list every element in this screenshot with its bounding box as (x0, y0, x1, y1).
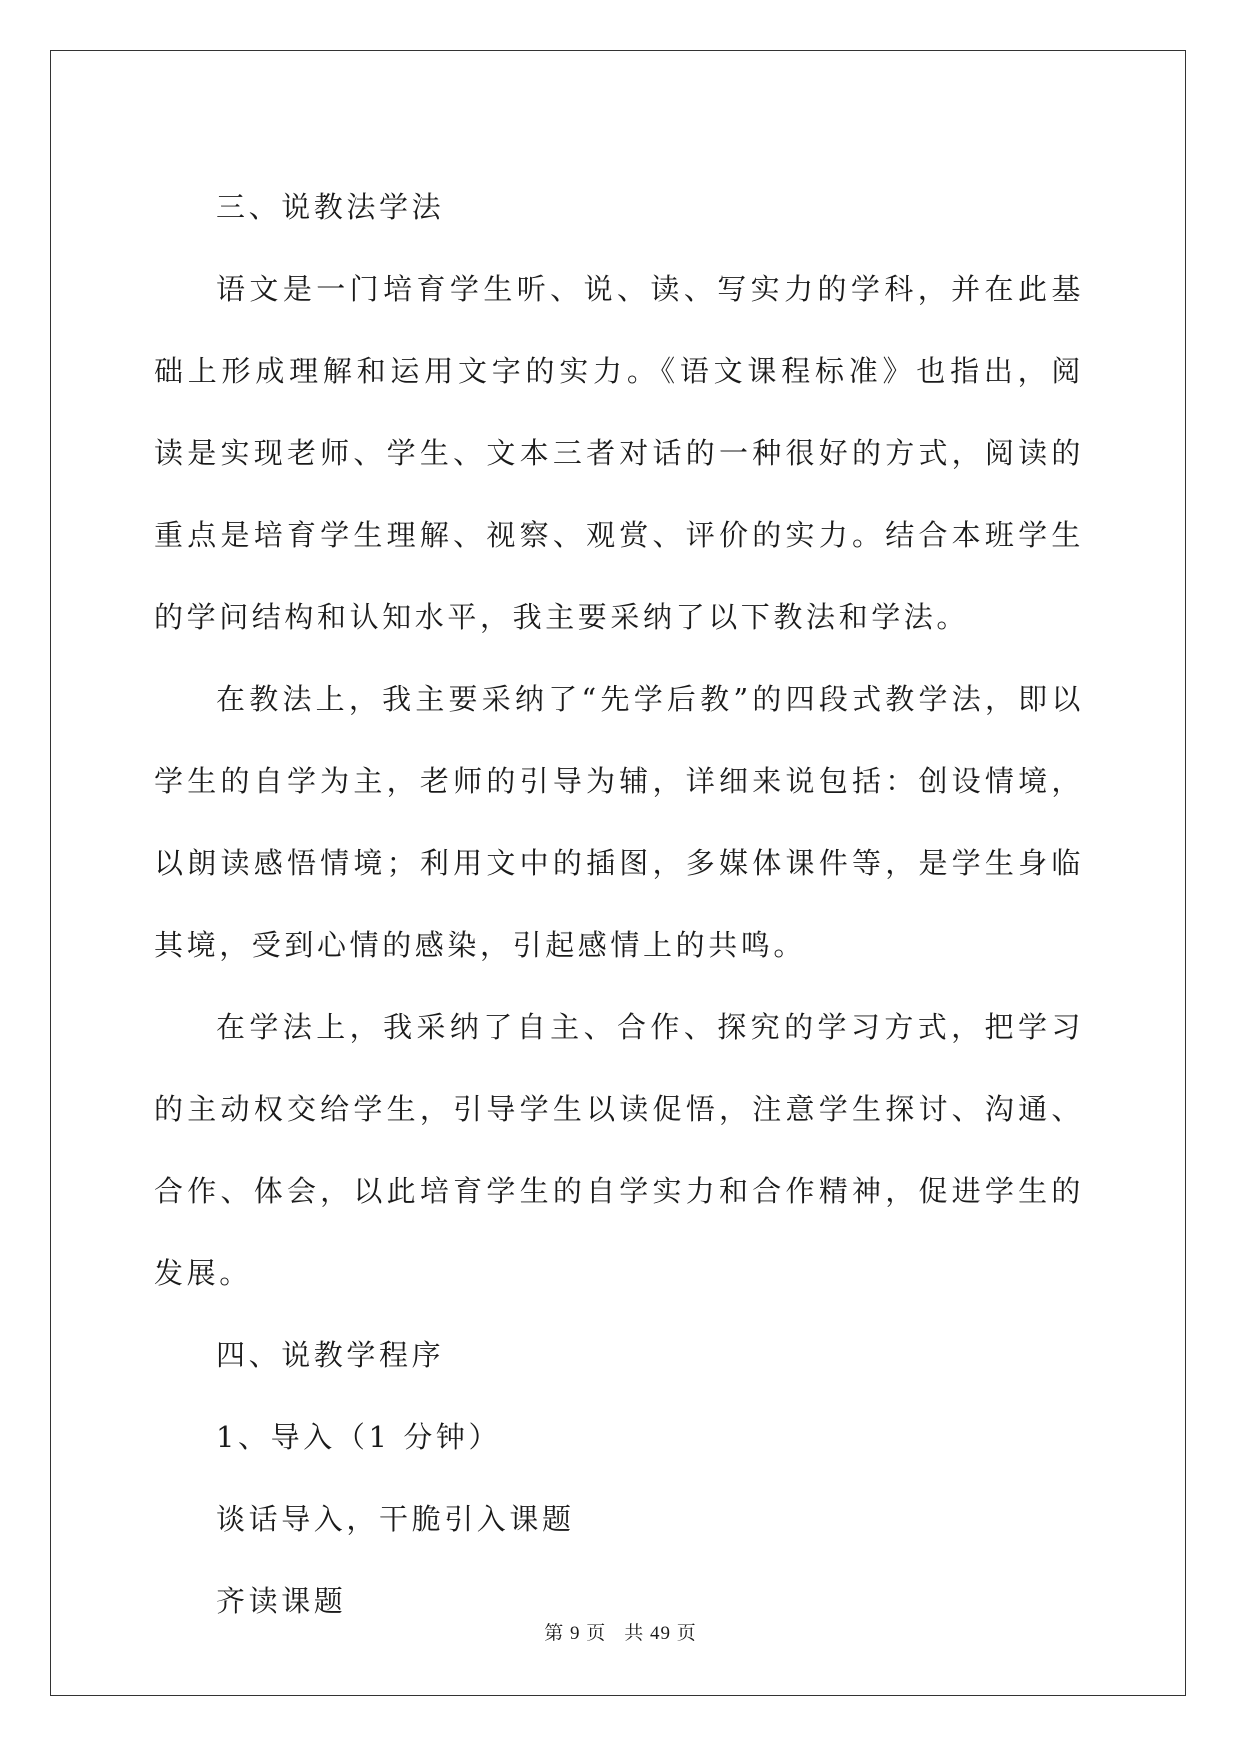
paragraph-2: 在教法上，我主要采纳了“先学后教”的四段式教学法，即以学生的自学为主，老师的引导为辅，详细来说包括：创设情境，以朗读感悟情境；利用文中的插图，多媒体课件等，是学生身临其境，受到心情的感染，引起感情上的共鸣。 (154, 682, 1084, 962)
paragraph-1: 语文是一门培育学生听、说、读、写实力的学科，并在此基础上形成理解和运用文字的实力。《语文课程标准》也指出，阅读是实现老师、学生、文本三者对话的一种很好的方式，阅读的重点是培育学生理解、视察、观赏、评价的实力。结合本班学生的学问结构和认知水平，我主要采纳了以下教法和学法。 (154, 272, 1084, 634)
paragraph-3: 在学法上，我采纳了自主、合作、探究的学习方式，把学习的主动权交给学生，引导学生以读促悟，注意学生探讨、沟通、合作、体会，以此培育学生的自学实力和合作精神，促进学生的发展。 (154, 1010, 1084, 1290)
page-number: 第 9 页 (544, 1623, 607, 1644)
step-1-heading: 1、导入（1 分钟） (216, 1420, 502, 1454)
section-heading-3: 三、说教法学法 (216, 190, 445, 224)
document-body (154, 166, 1084, 1642)
step-1-line-1: 谈话导入，干脆引入课题 (216, 1502, 575, 1536)
section-heading-4: 四、说教学程序 (216, 1338, 445, 1372)
page-footer (0, 1618, 1241, 1645)
step-1-line-2: 齐读课题 (216, 1584, 347, 1618)
total-pages: 共 49 页 (624, 1623, 697, 1644)
